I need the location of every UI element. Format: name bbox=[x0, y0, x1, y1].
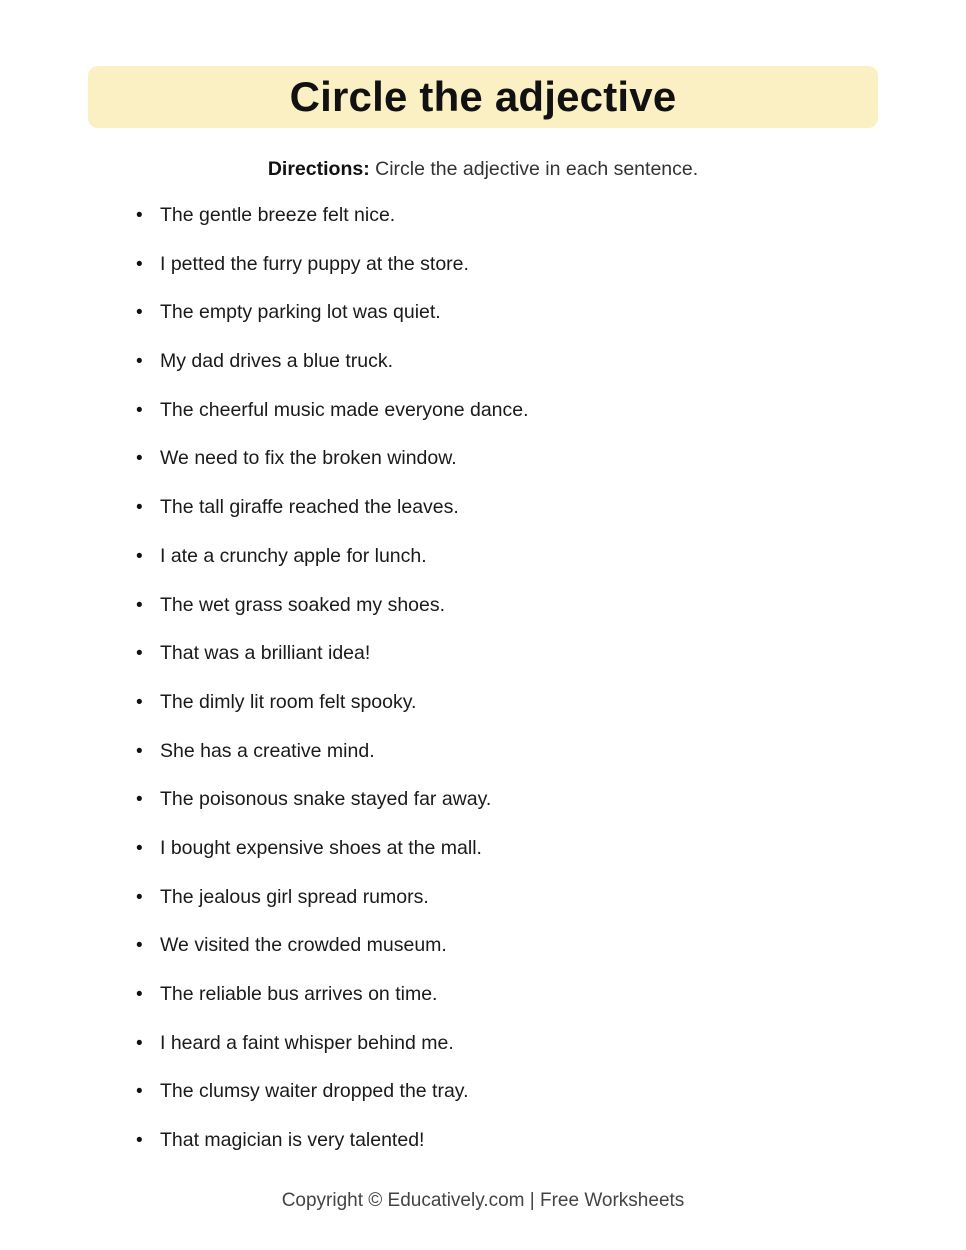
list-item bbox=[128, 251, 868, 300]
list-item bbox=[128, 445, 868, 494]
list-item bbox=[128, 884, 868, 933]
list-item bbox=[128, 494, 868, 543]
bullet-icon: • bbox=[136, 302, 143, 324]
question-text: The gentle breeze felt nice. bbox=[160, 204, 396, 226]
question-text: My dad drives a blue truck. bbox=[160, 350, 394, 373]
list-item bbox=[128, 592, 868, 641]
question-text: We need to fix the broken window. bbox=[160, 447, 457, 470]
list-item bbox=[128, 738, 868, 787]
question-text: We visited the crowded museum. bbox=[160, 934, 447, 957]
question-text: The cheerful music made everyone dance. bbox=[160, 398, 529, 421]
question-text: The empty parking lot was quiet. bbox=[160, 301, 441, 324]
bullet-icon: • bbox=[136, 837, 143, 859]
bullet-icon: • bbox=[136, 253, 143, 275]
list-item bbox=[128, 640, 868, 689]
question-text: The jealous girl spread rumors. bbox=[160, 885, 429, 908]
list-item bbox=[128, 981, 868, 1030]
footer-copyright: Copyright © Educatively.com | Free Worksheets bbox=[281, 1190, 685, 1211]
directions-line bbox=[0, 156, 966, 183]
bullet-icon: • bbox=[136, 740, 143, 762]
directions-label: Directions: bbox=[267, 158, 370, 180]
list-item bbox=[128, 543, 868, 592]
question-text: She has a creative mind. bbox=[160, 739, 375, 762]
bullet-icon: • bbox=[136, 205, 143, 226]
bullet-icon: • bbox=[136, 691, 143, 713]
bullet-icon: • bbox=[136, 1130, 143, 1152]
question-list bbox=[128, 202, 868, 1176]
page-title: Circle the adjective bbox=[289, 73, 677, 120]
bullet-icon: • bbox=[136, 399, 143, 421]
bullet-icon: • bbox=[136, 643, 143, 665]
title-banner bbox=[88, 66, 878, 128]
question-text: I bought expensive shoes at the mall. bbox=[160, 836, 482, 859]
bullet-icon: • bbox=[136, 351, 143, 373]
question-text: The poisonous snake stayed far away. bbox=[160, 788, 492, 811]
question-text: I ate a crunchy apple for lunch. bbox=[160, 544, 427, 567]
question-text: The clumsy waiter dropped the tray. bbox=[160, 1080, 469, 1103]
bullet-icon: • bbox=[136, 1081, 143, 1103]
bullet-icon: • bbox=[136, 935, 143, 957]
bullet-icon: • bbox=[136, 1032, 143, 1054]
question-text: I petted the furry puppy at the store. bbox=[160, 252, 469, 275]
list-item bbox=[128, 932, 868, 981]
bullet-icon: • bbox=[136, 448, 143, 470]
bullet-icon: • bbox=[136, 545, 143, 567]
directions-text: Circle the adjective in each sentence. bbox=[375, 158, 699, 180]
list-item bbox=[128, 299, 868, 348]
question-text: That was a brilliant idea! bbox=[160, 642, 371, 665]
list-item bbox=[128, 202, 868, 251]
question-text: The tall giraffe reached the leaves. bbox=[160, 496, 459, 519]
bullet-icon: • bbox=[136, 594, 143, 616]
question-text: That magician is very talented! bbox=[160, 1129, 425, 1152]
list-item bbox=[128, 689, 868, 738]
question-text: The wet grass soaked my shoes. bbox=[160, 593, 446, 616]
bullet-icon: • bbox=[136, 789, 143, 811]
bullet-icon: • bbox=[136, 886, 143, 908]
list-item bbox=[128, 1078, 868, 1127]
question-text: The reliable bus arrives on time. bbox=[160, 983, 438, 1005]
list-item bbox=[128, 786, 868, 835]
list-item bbox=[128, 397, 868, 446]
list-item bbox=[128, 348, 868, 397]
bullet-icon: • bbox=[136, 497, 143, 519]
list-item bbox=[128, 1030, 868, 1079]
question-text: The dimly lit room felt spooky. bbox=[160, 690, 417, 713]
question-text: I heard a faint whisper behind me. bbox=[160, 1031, 454, 1054]
list-item bbox=[128, 1127, 868, 1176]
list-item bbox=[128, 835, 868, 884]
bullet-icon: • bbox=[136, 984, 143, 1005]
